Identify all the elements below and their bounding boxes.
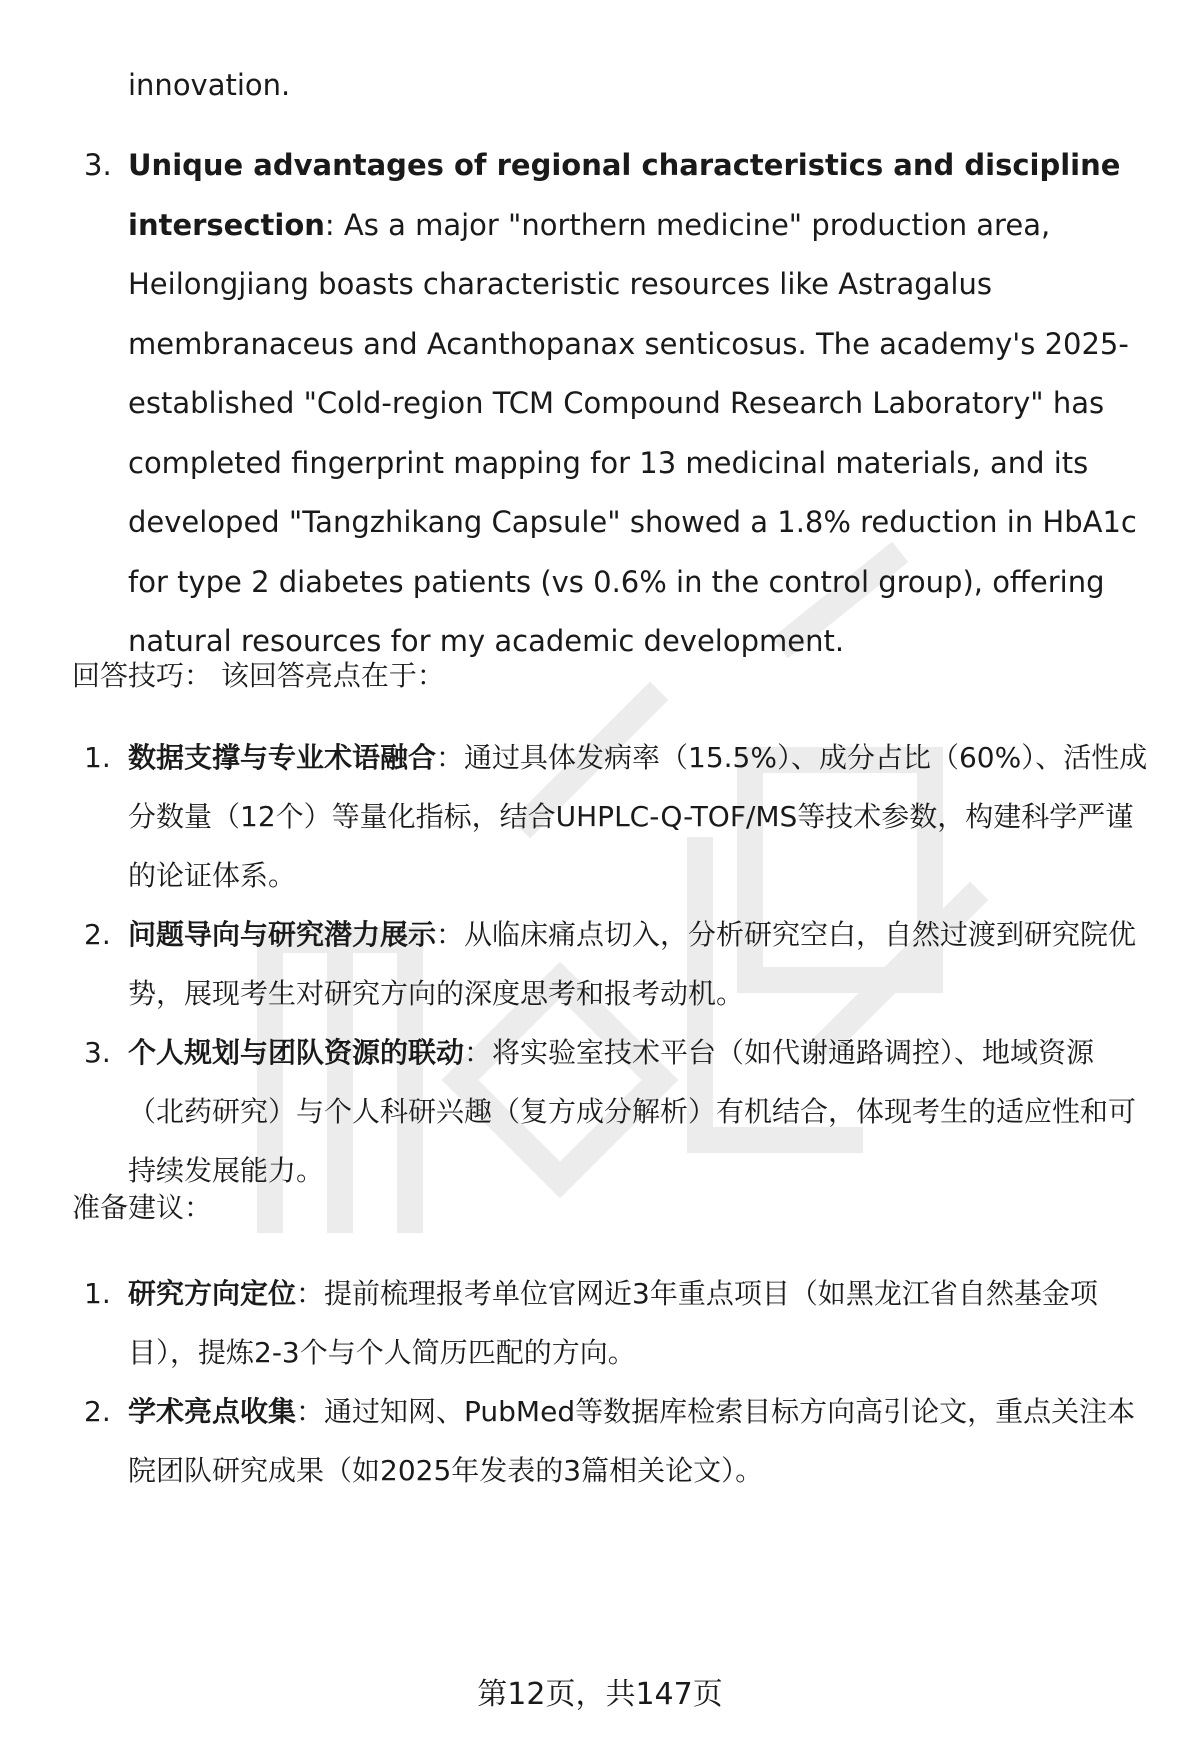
list-item <box>0 728 1148 905</box>
list-item-body: ：通过具体发病率（15.5%）、成分占比（60%）、活性成分数量（12个）等量化指标，结合UHPLC-Q-TOF/MS等技术参数，构建科学严谨的论证体系。 <box>128 741 1148 892</box>
english-list <box>0 136 1148 672</box>
list-item-number: 3. <box>84 1036 111 1069</box>
list-item-number: 1. <box>84 741 111 774</box>
list-item-body: ：将实验室技术平台（如代谢通路调控）、地域资源（北药研究）与个人科研兴趣（复方成分解析）有机结合，体现考生的适应性和可持续发展能力。 <box>128 1036 1137 1187</box>
tips-label: 回答技巧： 该回答亮点在于： <box>72 659 445 692</box>
list-item-body: : As a major "northern medicine" production area, Heilongjiang boasts characteristic resources like Astragalus membranaceus and Acanthopanax senticosus. The academy's 2025-established "Cold-region TCM Compound Research Laboratory" has completed fingerprint mapping for 13 medicinal materials, and its developed "Tangzhikang Capsule" showed a 1.8% reduction in HbA1c for type 2 diabetes patients (vs 0.6% in the control group), offering natural resources for my academic development. <box>128 207 1137 658</box>
list-item <box>0 1382 1148 1500</box>
list-item-heading: 数据支撑与专业术语融合 <box>128 741 437 774</box>
list-item <box>0 1264 1148 1382</box>
list-item <box>0 905 1148 1023</box>
list-item-number: 1. <box>84 1277 111 1310</box>
list-item-number: 2. <box>84 918 111 951</box>
list-item-heading: 学术亮点收集 <box>128 1395 297 1428</box>
list-item-number: 2. <box>84 1395 111 1428</box>
list-item-heading: 个人规划与团队资源的联动 <box>128 1036 465 1069</box>
list-item-heading: 研究方向定位 <box>128 1277 297 1310</box>
list-item <box>0 1023 1148 1200</box>
list-item-number: 3. <box>84 148 112 182</box>
list-item-heading: 问题导向与研究潜力展示 <box>128 918 437 951</box>
list-item-body: ：提前梳理报考单位官网近3年重点项目（如黑龙江省自然基金项目），提炼2-3个与个人简历匹配的方向。 <box>128 1277 1098 1369</box>
continued-paragraph: innovation. <box>128 68 291 102</box>
prep-list <box>0 1264 1148 1500</box>
list-item-body: ：从临床痛点切入，分析研究空白，自然过渡到研究院优势，展现考生对研究方向的深度思考和报考动机。 <box>128 918 1137 1010</box>
prep-label: 准备建议： <box>72 1191 213 1224</box>
list-item <box>0 136 1148 672</box>
list-item-heading: Unique advantages of regional characteristics and discipline intersection <box>128 148 1121 242</box>
page-footer: 第12页，共147页 <box>477 1677 723 1712</box>
tips-list <box>0 728 1148 1200</box>
list-item-body: ：通过知网、PubMed等数据库检索目标方向高引论文，重点关注本院团队研究成果（如2025年发表的3篇相关论文）。 <box>128 1395 1136 1487</box>
